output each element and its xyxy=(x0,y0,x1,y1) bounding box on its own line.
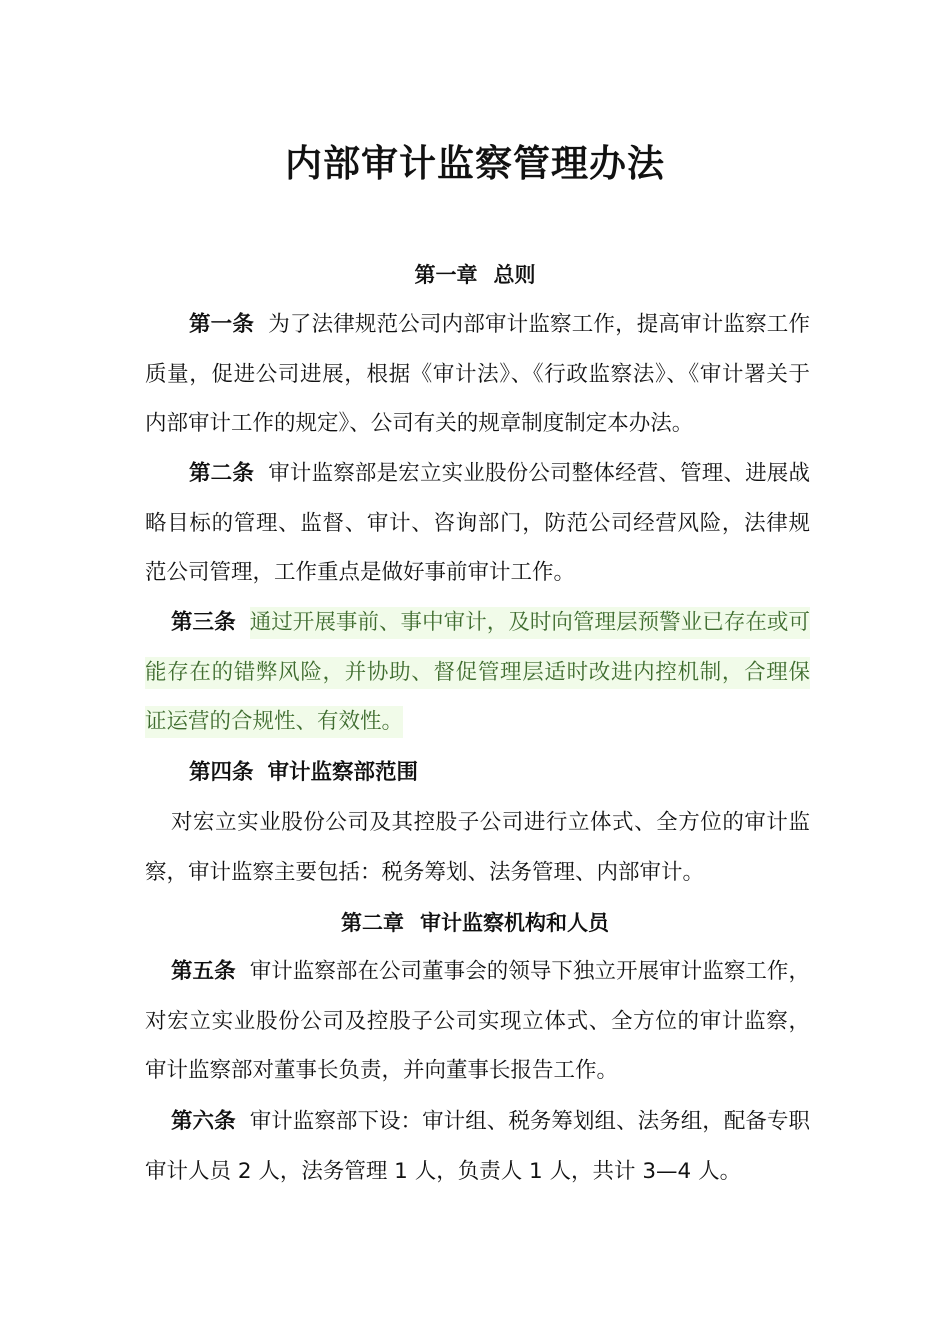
article-5 xyxy=(145,947,810,1096)
chapter-2-heading xyxy=(0,908,950,938)
article-5-label: 第五条 xyxy=(171,959,236,984)
chapter-1-number: 第一章 xyxy=(414,263,478,287)
article-1 xyxy=(145,300,810,449)
chapter-1-heading xyxy=(0,260,950,290)
article-3 xyxy=(145,598,810,747)
chapter-1-name: 总则 xyxy=(493,263,536,287)
chapter-2-name: 审计监察机构和人员 xyxy=(420,911,609,935)
article-3-highlighted-text: 通过开展事前、事中审计，及时向管理层预警业已存在或可能存在的错弊风险，并协助、督促管理层适时改进内控机制，合理保证运营的合规性、有效性。 xyxy=(145,607,810,738)
chapter-2-number: 第二章 xyxy=(341,911,404,935)
article-3-label: 第三条 xyxy=(171,610,236,635)
article-4-heading xyxy=(145,748,810,798)
article-1-text: 为了法律规范公司内部审计监察工作，提高审计监察工作质量，促进公司进展，根据《审计法》、《行政监察法》、《审计署关于内部审计工作的规定》、公司有关的规章制度制定本办法。 xyxy=(145,312,810,437)
document-title: 内部审计监察管理办法 xyxy=(285,142,665,185)
article-6-label: 第六条 xyxy=(171,1109,236,1134)
article-6 xyxy=(145,1097,810,1196)
article-4-body xyxy=(145,798,810,897)
article-2-text: 审计监察部是宏立实业股份公司整体经营、管理、进展战略目标的管理、监督、审计、咨询部门，防范公司经营风险，法律规范公司管理，工作重点是做好事前审计工作。 xyxy=(145,461,810,586)
article-2 xyxy=(145,449,810,598)
article-2-label: 第二条 xyxy=(189,461,255,486)
article-6-text: 审计监察部下设：审计组、税务筹划组、法务组，配备专职审计人员 2 人，法务管理 1 人，负责人 1 人，共计 3—4 人。 xyxy=(145,1109,810,1184)
article-1-label: 第一条 xyxy=(189,312,255,337)
article-4-label: 第四条 xyxy=(189,760,254,785)
article-5-text: 审计监察部在公司董事会的领导下独立开展审计监察工作，对宏立实业股份公司及控股子公司实现立体式、全方位的审计监察，审计监察部对董事长负责，并向董事长报告工作。 xyxy=(145,959,810,1084)
article-4-text: 对宏立实业股份公司及其控股子公司进行立体式、全方位的审计监察，审计监察主要包括：税务筹划、法务管理、内部审计。 xyxy=(145,810,810,885)
article-4-title: 审计监察部范围 xyxy=(267,760,419,785)
